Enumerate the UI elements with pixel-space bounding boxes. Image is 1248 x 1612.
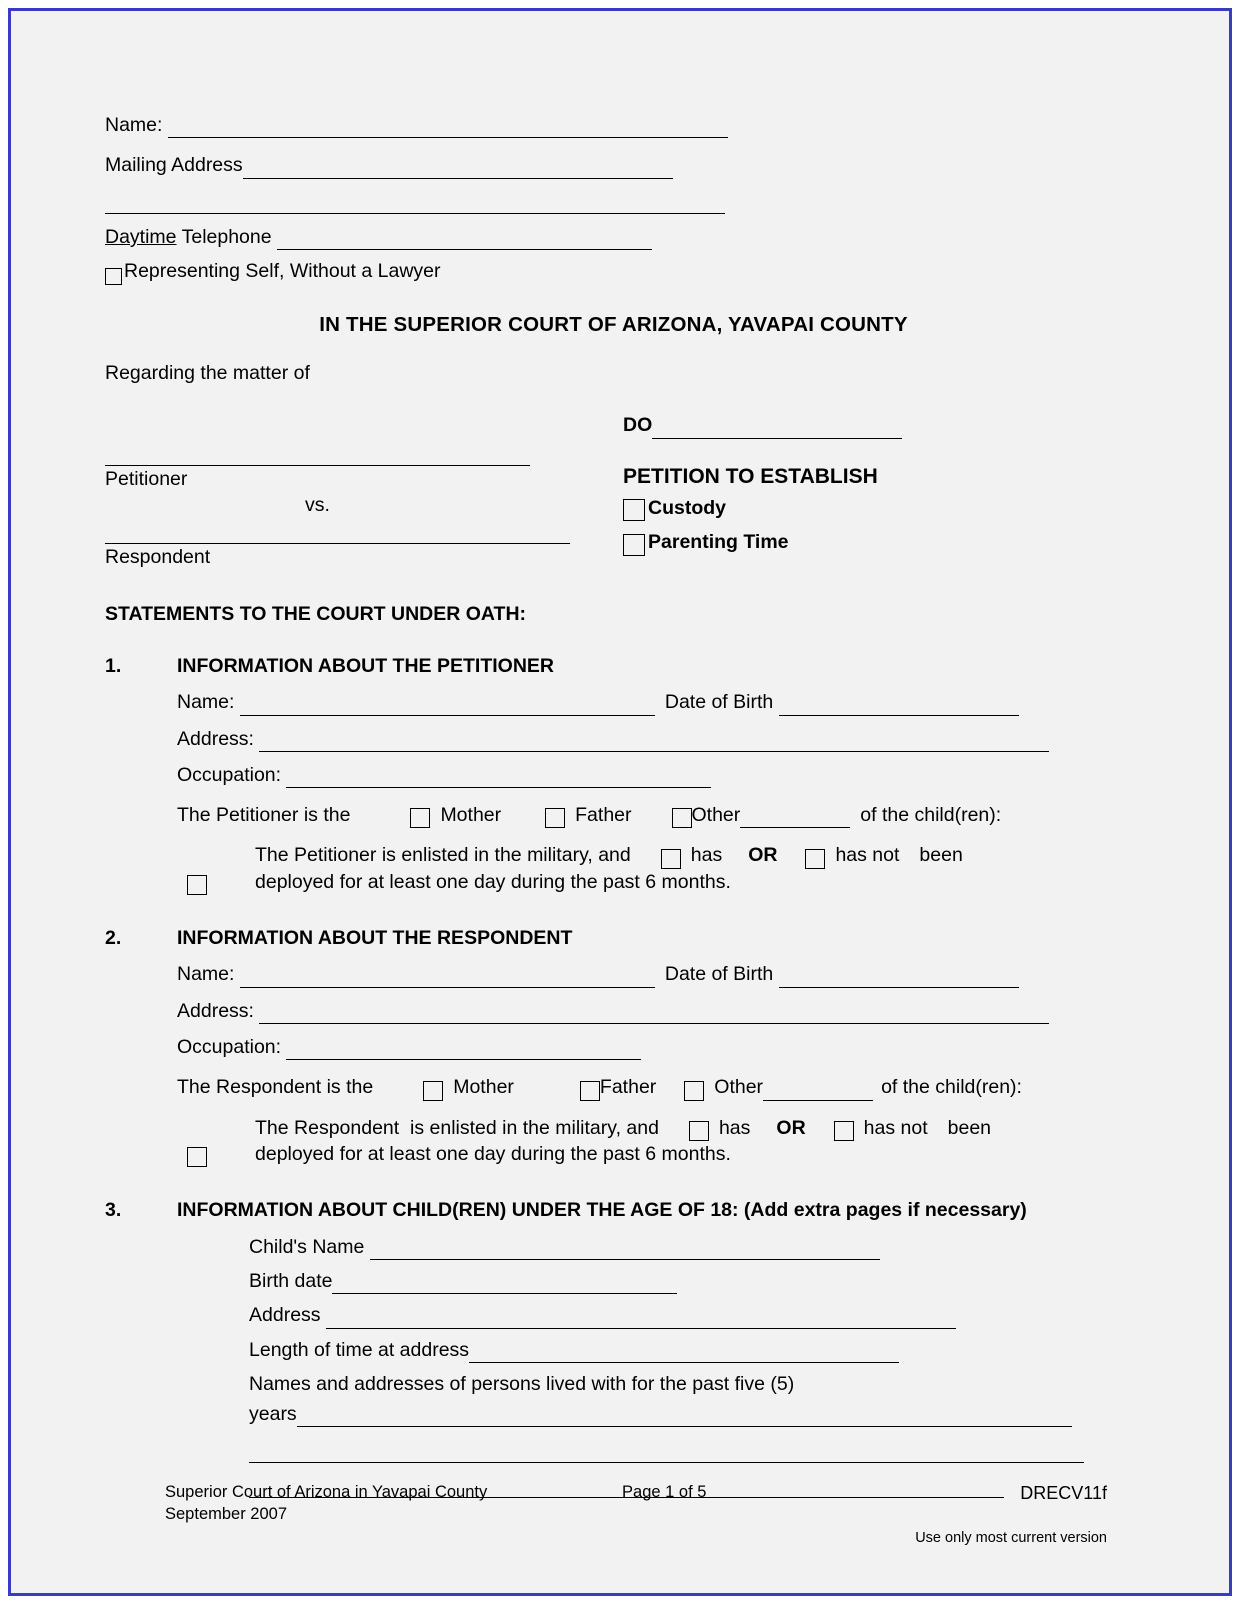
daytime-telephone-row	[105, 224, 1122, 250]
respondent-occupation-row	[177, 1034, 1122, 1060]
respondent-address-row	[177, 998, 1122, 1024]
child-birth-date-input-line[interactable]	[332, 1273, 677, 1294]
petitioner-mother-label: Mother	[440, 804, 502, 827]
section-2-body	[105, 961, 1122, 1167]
mailing-address-input-line[interactable]	[243, 157, 673, 178]
respondent-military-row	[177, 1115, 1122, 1168]
vs-label: vs.	[305, 494, 330, 517]
petitioner-father-label: Father	[575, 804, 632, 827]
section-2-number: 2.	[105, 927, 122, 950]
custody-label: Custody	[648, 497, 726, 520]
respondent-name-input-line[interactable]	[240, 966, 655, 987]
child-extra-line-1-row	[249, 1441, 1122, 1462]
petitioner-military-row	[177, 842, 1122, 895]
child-birth-date-label: Birth date	[249, 1269, 333, 1292]
oath-heading: STATEMENTS TO THE COURT UNDER OATH:	[105, 602, 527, 625]
regarding-label: Regarding the matter of	[105, 362, 310, 385]
footer-version-note: Use only most current version	[915, 1530, 1107, 1547]
respondent-father-checkbox[interactable]	[580, 1081, 600, 1101]
respondent-has-not-label: has not	[863, 1116, 928, 1139]
respondent-name-row	[177, 961, 1122, 987]
petitioner-father-checkbox[interactable]	[545, 808, 565, 828]
child-persons-input-line[interactable]	[297, 1406, 1072, 1427]
section-respondent	[105, 925, 1122, 951]
caption-parties	[105, 360, 605, 570]
respondent-been-label: been	[947, 1116, 992, 1139]
case-number-label: DO	[623, 414, 653, 437]
section-1-body	[105, 689, 1122, 895]
respondent-address-label: Address:	[177, 999, 260, 1022]
section-3-number: 3.	[105, 1199, 122, 1222]
footer-page-number: Page 1 of 5	[622, 1482, 707, 1501]
respondent-or-label: OR	[776, 1116, 806, 1139]
mailing-address-row-2	[105, 193, 1122, 214]
petitioner-name-row	[177, 689, 1122, 715]
petitioner-name-label: Name:	[177, 691, 240, 714]
custody-checkbox[interactable]	[623, 499, 645, 521]
mailing-address-label: Mailing Address	[105, 154, 243, 177]
petition-title: PETITION TO ESTABLISH	[623, 464, 878, 488]
petitioner-address-row	[177, 726, 1122, 752]
child-length-label: Length of time at address	[249, 1338, 470, 1361]
child-name-label: Child's Name	[249, 1235, 370, 1258]
petitioner-military-checkbox[interactable]	[187, 875, 207, 895]
footer-source	[165, 1481, 523, 1526]
child-extra-input-line-1[interactable]	[249, 1441, 1084, 1462]
petitioner-name-input-line[interactable]	[240, 694, 655, 715]
respondent-mother-label: Mother	[453, 1076, 514, 1099]
section-1-title: INFORMATION ABOUT THE PETITIONER	[177, 654, 554, 677]
respondent-dob-label: Date of Birth	[664, 963, 779, 986]
petitioner-military-line1	[255, 842, 963, 868]
respondent-role-prefix: The Respondent is the	[177, 1076, 374, 1099]
petitioner-military-text: The Petitioner is enlisted in the military, and	[255, 844, 631, 867]
child-name-input-line[interactable]	[370, 1238, 880, 1259]
petitioner-address-label: Address:	[177, 727, 260, 750]
respondent-other-label: Other	[714, 1076, 764, 1099]
section-1-number: 1.	[105, 654, 122, 677]
petitioner-occupation-label: Occupation:	[177, 763, 287, 786]
respondent-mother-checkbox[interactable]	[423, 1081, 443, 1101]
petitioner-role-row	[177, 802, 1122, 828]
respondent-other-input-line[interactable]	[763, 1079, 873, 1100]
section-2-title: INFORMATION ABOUT THE RESPONDENT	[177, 927, 573, 950]
respondent-occupation-label: Occupation:	[177, 1036, 287, 1059]
footer-form-id: DRECV11f	[1020, 1482, 1107, 1503]
petitioner-label: Petitioner	[105, 468, 188, 491]
mailing-address-row	[105, 152, 1122, 178]
court-title: IN THE SUPERIOR COURT OF ARIZONA, YAVAPAI COUNTY	[319, 312, 908, 336]
page-footer	[165, 1481, 1107, 1549]
custody-option-row[interactable]	[623, 495, 1122, 521]
petitioner-address-input-line[interactable]	[259, 730, 1049, 751]
footer-court-name: Superior Court of Arizona in Yavapai County	[165, 1482, 488, 1501]
respondent-has-checkbox[interactable]	[689, 1121, 709, 1141]
respondent-name-label: Name:	[177, 963, 240, 986]
footer-date: September 2007	[165, 1505, 288, 1524]
respondent-label: Respondent	[105, 546, 211, 569]
petitioner-occupation-row	[177, 762, 1122, 788]
petitioner-other-checkbox[interactable]	[672, 808, 692, 828]
petitioner-military-line2: deployed for at least one day during the past 6 months.	[255, 870, 731, 893]
respondent-military-line1	[255, 1115, 991, 1141]
respondent-occupation-input-line[interactable]	[286, 1039, 641, 1060]
case-number-row	[623, 412, 1122, 438]
respondent-military-text: The Respondent is enlisted in the military, and	[255, 1116, 659, 1139]
petitioner-has-checkbox[interactable]	[661, 849, 681, 869]
petitioner-mother-checkbox[interactable]	[410, 808, 430, 828]
respondent-input-line[interactable]	[105, 523, 570, 544]
petitioner-been-label: been	[919, 844, 963, 867]
respondent-other-checkbox[interactable]	[684, 1081, 704, 1101]
child-persons-line1: Names and addresses of persons lived with for the past five (5)	[249, 1372, 795, 1395]
case-caption	[105, 360, 1122, 570]
child-length-row	[249, 1337, 1122, 1363]
representing-self-label: Representing Self, Without a Lawyer	[124, 260, 441, 283]
name-label: Name:	[105, 114, 168, 136]
petitioner-dob-input-line[interactable]	[779, 694, 1019, 715]
case-number-input-line[interactable]	[652, 417, 902, 438]
child-persons-row	[249, 1401, 1122, 1427]
document-sheet	[77, 17, 1167, 1587]
respondent-has-not-checkbox[interactable]	[834, 1121, 854, 1141]
child-length-input-line[interactable]	[469, 1341, 899, 1362]
name-input-line[interactable]	[168, 117, 728, 138]
petitioner-has-not-label: has not	[835, 844, 900, 867]
petitioner-occupation-input-line[interactable]	[286, 767, 711, 788]
page-border	[8, 8, 1232, 1596]
representing-self-checkbox[interactable]	[105, 268, 122, 285]
section-3-body	[105, 1234, 1122, 1499]
petitioner-or-label: OR	[748, 844, 778, 867]
parenting-time-option-row[interactable]	[623, 529, 1122, 555]
petitioner-input-line[interactable]	[105, 445, 530, 466]
child-address-input-line[interactable]	[326, 1307, 956, 1328]
section-3-title: INFORMATION ABOUT CHILD(REN) UNDER THE AGE OF 18: (Add extra pages if necessary)	[177, 1199, 1027, 1222]
child-persons-label: years	[249, 1403, 297, 1426]
child-address-label: Address	[249, 1304, 326, 1327]
petitioner-line-row	[105, 445, 605, 466]
telephone-input-line[interactable]	[277, 229, 652, 250]
petitioner-dob-label: Date of Birth	[664, 691, 779, 714]
child-name-row	[249, 1234, 1122, 1260]
respondent-address-input-line[interactable]	[259, 1003, 1049, 1024]
child-address-row	[249, 1302, 1122, 1328]
petitioner-other-input-line[interactable]	[740, 807, 850, 828]
name-row	[105, 112, 1122, 138]
petitioner-has-label: has	[690, 844, 723, 867]
respondent-role-suffix: of the child(ren):	[881, 1076, 1022, 1099]
petitioner-other-label: Other	[691, 804, 741, 827]
petitioner-role-prefix: The Petitioner is the	[177, 804, 351, 827]
respondent-line-row	[105, 523, 605, 544]
mailing-address-input-line-2[interactable]	[105, 193, 725, 214]
section-petitioner	[105, 653, 1122, 679]
respondent-father-label: Father	[599, 1076, 657, 1099]
self-representation-row[interactable]	[105, 258, 1122, 284]
section-children	[105, 1197, 1122, 1223]
telephone-label: Telephone	[176, 226, 278, 249]
respondent-dob-input-line[interactable]	[779, 966, 1019, 987]
page-background	[17, 17, 1223, 1587]
child-birth-date-row	[249, 1268, 1122, 1294]
respondent-has-label: has	[718, 1116, 751, 1139]
parenting-time-label: Parenting Time	[648, 531, 789, 554]
respondent-role-row	[177, 1074, 1122, 1100]
petitioner-has-not-checkbox[interactable]	[805, 849, 825, 869]
respondent-military-line2: deployed for at least one day during the past 6 months.	[255, 1142, 731, 1165]
daytime-label: Daytime	[105, 226, 177, 249]
parenting-time-checkbox[interactable]	[623, 534, 645, 556]
petitioner-role-suffix: of the child(ren):	[860, 804, 1002, 827]
caption-case-info	[605, 360, 1122, 570]
respondent-military-checkbox[interactable]	[187, 1147, 207, 1167]
